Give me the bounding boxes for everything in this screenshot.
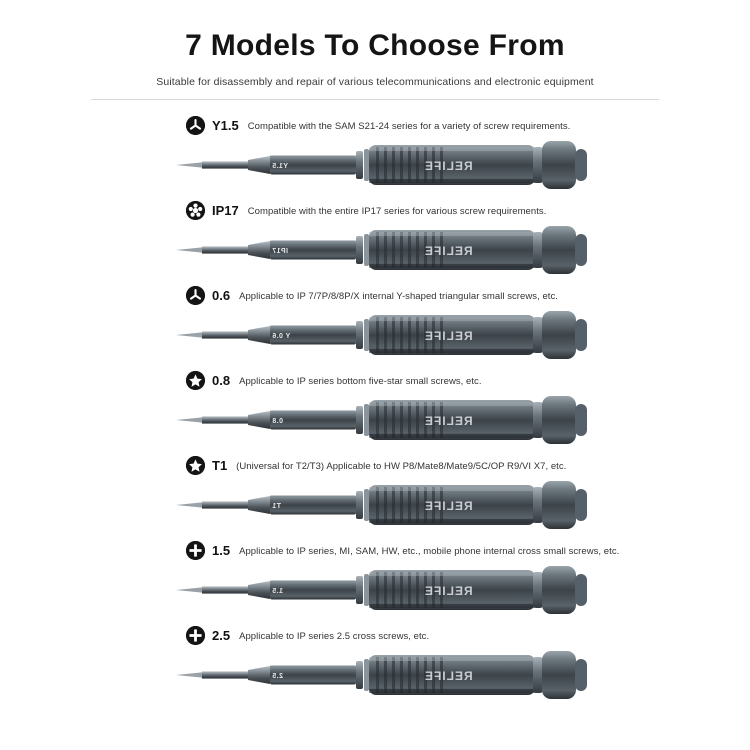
model-row — [0, 450, 750, 535]
y-tip-icon — [186, 116, 205, 135]
brand-text: RELIFE — [424, 584, 473, 598]
model-list — [0, 110, 750, 705]
model-label-line — [186, 116, 570, 135]
phillips-tip-icon — [186, 626, 205, 645]
model-description: Applicable to IP series 2.5 cross screws, etc. — [239, 631, 430, 642]
shaft-label: 2.5 — [272, 673, 283, 680]
page-subtitle: Suitable for disassembly and repair of various telecommunications and electronic equipment — [156, 76, 594, 88]
model-size: 0.6 — [212, 288, 231, 303]
model-label-line — [186, 456, 566, 475]
phillips-tip-icon — [186, 541, 205, 560]
brand-text: RELIFE — [424, 244, 473, 258]
screwdriver-image — [176, 561, 596, 619]
model-size: T1 — [212, 458, 228, 473]
screwdriver-image — [176, 391, 596, 449]
model-size: IP17 — [212, 203, 239, 218]
model-description: Compatible with the entire IP17 series for various screw requirements. — [247, 206, 547, 217]
model-row — [0, 280, 750, 365]
screwdriver-image — [176, 306, 596, 364]
shaft-label: T1 — [272, 503, 281, 510]
model-description: Applicable to IP series, MI, SAM, HW, etc., mobile phone internal cross small screws, etc. — [239, 546, 620, 557]
model-description: Compatible with the SAM S21-24 series for a variety of screw requirements. — [247, 121, 571, 132]
shaft-label: IP17 — [272, 248, 288, 255]
brand-text: RELIFE — [424, 329, 473, 343]
screwdriver-image — [176, 136, 596, 194]
model-description: Applicable to IP 7/7P/8/8P/X internal Y-shaped triangular small screws, etc. — [239, 291, 558, 302]
screwdriver-image — [176, 476, 596, 534]
model-row — [0, 110, 750, 195]
brand-text: RELIFE — [424, 499, 473, 513]
header-divider — [91, 99, 659, 100]
model-row — [0, 620, 750, 705]
shaft-label: 1.5 — [272, 588, 283, 595]
header — [0, 0, 750, 100]
model-row — [0, 365, 750, 450]
star-tip-icon — [186, 456, 205, 475]
page-title: 7 Models To Choose From — [185, 29, 565, 62]
model-label-line — [186, 371, 482, 390]
model-label-line — [186, 201, 546, 220]
model-size: Y1.5 — [212, 118, 239, 133]
brand-text: RELIFE — [424, 414, 473, 428]
model-label-line — [186, 626, 429, 645]
model-size: 1.5 — [212, 543, 231, 558]
shaft-label: Y1.5 — [272, 163, 288, 170]
screwdriver-image — [176, 221, 596, 279]
model-row — [0, 195, 750, 280]
model-size: 2.5 — [212, 628, 231, 643]
pentalobe-tip-icon — [186, 201, 205, 220]
star-tip-icon — [186, 371, 205, 390]
shaft-label: 0.8 — [272, 418, 283, 425]
model-row — [0, 535, 750, 620]
screwdriver-image — [176, 646, 596, 704]
model-description: (Universal for T2/T3) Applicable to HW P8/Mate8/Mate9/5C/OP R9/VI X7, etc. — [236, 461, 567, 472]
shaft-label: Y 0.6 — [272, 333, 291, 340]
model-description: Applicable to IP series bottom five-star small screws, etc. — [239, 376, 482, 387]
brand-text: RELIFE — [424, 159, 473, 173]
brand-text: RELIFE — [424, 669, 473, 683]
model-label-line — [186, 541, 619, 560]
y-tip-icon — [186, 286, 205, 305]
model-size: 0.8 — [212, 373, 231, 388]
model-label-line — [186, 286, 558, 305]
